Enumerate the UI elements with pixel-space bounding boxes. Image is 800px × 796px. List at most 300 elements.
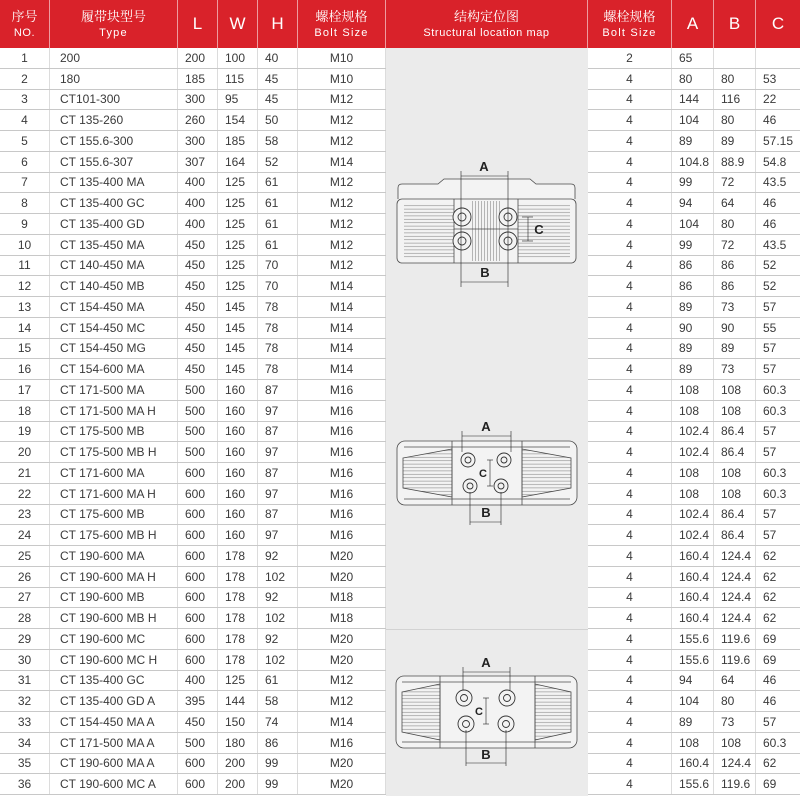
cell-bolt: M20	[298, 774, 386, 794]
cell-w: 125	[218, 214, 258, 234]
cell-h: 92	[258, 629, 298, 649]
cell-qty: 4	[588, 546, 672, 566]
cell-h: 61	[258, 173, 298, 193]
cell-w: 178	[218, 629, 258, 649]
cell-qty: 4	[588, 276, 672, 296]
cell-c: 57.15	[763, 133, 794, 148]
header-w	[218, 0, 258, 48]
cell-qty: 4	[588, 525, 672, 545]
cell-w: 178	[218, 546, 258, 566]
cell-qty: 4	[588, 152, 672, 172]
cell-h: 97	[258, 442, 298, 462]
header-bolt-size-zh: 螺栓规格	[315, 9, 368, 25]
cell-c: 46	[763, 673, 777, 688]
cell-l: 400	[178, 214, 218, 234]
cell-a: 94	[672, 671, 714, 691]
cell-no: 15	[0, 339, 50, 359]
cell-type: CT 154-600 MA	[50, 359, 178, 379]
cell-h: 99	[258, 774, 298, 794]
cell-a: 144	[672, 90, 714, 110]
cell-bolt: M18	[298, 588, 386, 608]
cell-qty: 4	[588, 422, 672, 442]
cell-b: 86	[714, 256, 756, 276]
cell-w: 200	[218, 754, 258, 774]
cell-a: 86	[672, 276, 714, 296]
cell-l: 600	[178, 588, 218, 608]
cell-a: 108	[672, 463, 714, 483]
cell-type: CT 190-600 MA H	[50, 567, 178, 587]
cell-type: CT 171-500 MA	[50, 380, 178, 400]
cell-w: 178	[218, 567, 258, 587]
cell-b: 124.4	[714, 588, 756, 608]
cell-type: CT 154-450 MA A	[50, 712, 178, 732]
cell-type: CT 190-600 MC	[50, 629, 178, 649]
cell-no: 36	[0, 774, 50, 794]
cell-c: 57	[763, 507, 777, 522]
cell-qty: 4	[588, 463, 672, 483]
header-structure-map	[386, 0, 588, 48]
cell-bolt: M16	[298, 505, 386, 525]
cell-no: 26	[0, 567, 50, 587]
cell-w: 145	[218, 318, 258, 338]
cell-bolt: M12	[298, 173, 386, 193]
cell-qty: 4	[588, 754, 672, 774]
cell-a: 89	[672, 359, 714, 379]
cell-bolt: M14	[298, 339, 386, 359]
cell-h: 52	[258, 152, 298, 172]
cell-no: 7	[0, 173, 50, 193]
cell-w: 100	[218, 48, 258, 68]
cell-h: 50	[258, 110, 298, 130]
cell-c: 62	[763, 548, 777, 563]
cell-no: 2	[0, 69, 50, 89]
cell-no: 21	[0, 463, 50, 483]
cell-c: 43.5	[763, 175, 787, 190]
cell-a: 86	[672, 256, 714, 276]
cell-type: CT 171-600 MA	[50, 463, 178, 483]
cell-l: 600	[178, 463, 218, 483]
cell-no: 34	[0, 733, 50, 753]
cell-w: 178	[218, 650, 258, 670]
cell-h: 92	[258, 546, 298, 566]
cell-c: 69	[763, 652, 777, 667]
cell-l: 200	[178, 48, 218, 68]
cell-h: 87	[258, 463, 298, 483]
cell-bolt: M16	[298, 733, 386, 753]
cell-a: 99	[672, 173, 714, 193]
cell-l: 450	[178, 276, 218, 296]
cell-c: 62	[763, 611, 777, 626]
cell-no: 1	[0, 48, 50, 68]
cell-w: 144	[218, 691, 258, 711]
cell-qty: 4	[588, 380, 672, 400]
cell-a: 108	[672, 401, 714, 421]
cell-c: 54.8	[763, 154, 787, 169]
cell-c: 46	[763, 196, 777, 211]
cell-bolt: M12	[298, 131, 386, 151]
cell-bolt: M18	[298, 608, 386, 628]
header-no-zh: 序号	[11, 9, 38, 25]
cell-w: 160	[218, 525, 258, 545]
cell-qty: 4	[588, 733, 672, 753]
bolt-hole	[497, 453, 511, 467]
cell-a: 89	[672, 712, 714, 732]
cell-b: 80	[714, 110, 756, 130]
cell-w: 150	[218, 712, 258, 732]
cell-c: 57	[763, 714, 777, 729]
cell-h: 78	[258, 359, 298, 379]
cell-bolt: M12	[298, 110, 386, 130]
cell-type: CT 190-600 MB	[50, 588, 178, 608]
map3-label-c: C	[475, 706, 483, 718]
cell-h: 61	[258, 235, 298, 255]
cell-c: 62	[763, 569, 777, 584]
cell-l: 500	[178, 422, 218, 442]
cell-l: 600	[178, 546, 218, 566]
bolt-hole	[463, 479, 477, 493]
cell-type: CT 135-400 GC	[50, 193, 178, 213]
cell-w: 115	[218, 69, 258, 89]
cell-no: 6	[0, 152, 50, 172]
cell-c: 62	[763, 756, 777, 771]
cell-l: 300	[178, 90, 218, 110]
cell-qty: 4	[588, 339, 672, 359]
cell-w: 160	[218, 380, 258, 400]
cell-w: 164	[218, 152, 258, 172]
cell-h: 61	[258, 193, 298, 213]
cell-w: 125	[218, 193, 258, 213]
cell-w: 178	[218, 608, 258, 628]
cell-b: 86.4	[714, 525, 756, 545]
cell-l: 500	[178, 733, 218, 753]
cell-h: 45	[258, 69, 298, 89]
cell-c: 57	[763, 362, 777, 377]
cell-no: 33	[0, 712, 50, 732]
header-b-label: B	[728, 14, 741, 33]
cell-h: 102	[258, 650, 298, 670]
cell-l: 450	[178, 318, 218, 338]
header-a	[672, 0, 714, 48]
cell-b: 124.4	[714, 754, 756, 774]
cell-bolt: M12	[298, 691, 386, 711]
cell-b: 119.6	[714, 629, 756, 649]
cell-b: 86.4	[714, 422, 756, 442]
cell-b: 124.4	[714, 546, 756, 566]
header-h-label: H	[271, 14, 284, 33]
cell-bolt: M14	[298, 318, 386, 338]
cell-c: 60.3	[763, 403, 787, 418]
cell-l: 400	[178, 671, 218, 691]
cell-bolt: M12	[298, 235, 386, 255]
cell-w: 185	[218, 131, 258, 151]
cell-bolt: M14	[298, 152, 386, 172]
cell-a: 89	[672, 339, 714, 359]
pad-bevel-left	[402, 684, 440, 740]
cell-qty: 4	[588, 712, 672, 732]
cell-a: 104	[672, 691, 714, 711]
cell-qty: 4	[588, 401, 672, 421]
cell-qty: 4	[588, 235, 672, 255]
cell-bolt: M10	[298, 69, 386, 89]
cell-h: 97	[258, 525, 298, 545]
cell-type: CT 155.6-300	[50, 131, 178, 151]
header-type-en: Type	[99, 26, 128, 39]
cell-b: 73	[714, 297, 756, 317]
bolt-hole	[453, 208, 471, 226]
cell-b: 108	[714, 733, 756, 753]
cell-qty: 4	[588, 214, 672, 234]
cell-type: CT101-300	[50, 90, 178, 110]
cell-no: 3	[0, 90, 50, 110]
cell-l: 450	[178, 256, 218, 276]
cell-w: 125	[218, 671, 258, 691]
cell-bolt: M16	[298, 484, 386, 504]
cell-a: 155.6	[672, 774, 714, 794]
cell-h: 87	[258, 380, 298, 400]
cell-l: 395	[178, 691, 218, 711]
cell-bolt: M14	[298, 712, 386, 732]
cell-h: 102	[258, 608, 298, 628]
cell-w: 125	[218, 235, 258, 255]
cell-type: CT 135-400 GC	[50, 671, 178, 691]
bolt-hole	[494, 479, 508, 493]
cell-no: 30	[0, 650, 50, 670]
cell-qty: 4	[588, 131, 672, 151]
cell-c: 60.3	[763, 735, 787, 750]
cell-no: 32	[0, 691, 50, 711]
cell-l: 260	[178, 110, 218, 130]
cell-c: 69	[763, 777, 777, 792]
cell-c: 60.3	[763, 382, 787, 397]
cell-type: CT 190-600 MA A	[50, 754, 178, 774]
cell-type: CT 190-600 MC H	[50, 650, 178, 670]
cell-w: 160	[218, 442, 258, 462]
cell-a: 108	[672, 380, 714, 400]
cell-type: CT 135-450 MA	[50, 235, 178, 255]
cell-b: 88.9	[714, 152, 756, 172]
cell-a: 102.4	[672, 525, 714, 545]
cell-h: 58	[258, 691, 298, 711]
header-no	[0, 0, 50, 48]
cell-l: 400	[178, 193, 218, 213]
cell-a: 155.6	[672, 629, 714, 649]
cell-no: 20	[0, 442, 50, 462]
cell-h: 97	[258, 484, 298, 504]
cell-l: 600	[178, 505, 218, 525]
cell-qty: 4	[588, 588, 672, 608]
cell-c: 57	[763, 445, 777, 460]
cell-c: 52	[763, 279, 777, 294]
cell-bolt: M12	[298, 214, 386, 234]
cell-c: 46	[763, 694, 777, 709]
cell-no: 27	[0, 588, 50, 608]
cell-l: 600	[178, 754, 218, 774]
cell-qty: 4	[588, 629, 672, 649]
cell-type: CT 135-400 GD	[50, 214, 178, 234]
map1-label-b: B	[480, 265, 490, 280]
cell-bolt: M20	[298, 546, 386, 566]
cell-type: CT 175-600 MB	[50, 505, 178, 525]
header-structure-map-zh: 结构定位图	[453, 9, 519, 25]
cell-c: 69	[763, 631, 777, 646]
cell-qty: 4	[588, 608, 672, 628]
cell-l: 307	[178, 152, 218, 172]
cell-h: 70	[258, 276, 298, 296]
cell-h: 92	[258, 588, 298, 608]
cell-a: 65	[672, 48, 714, 68]
pad-hatch-right	[518, 203, 570, 259]
cell-l: 600	[178, 525, 218, 545]
cell-b: 124.4	[714, 608, 756, 628]
cell-type: CT 135-400 GD A	[50, 691, 178, 711]
cell-bolt: M10	[298, 48, 386, 68]
cell-c: 60.3	[763, 486, 787, 501]
cell-b: 73	[714, 359, 756, 379]
cell-w: 160	[218, 484, 258, 504]
cell-h: 87	[258, 422, 298, 442]
structure-map-column	[386, 48, 588, 796]
cell-qty: 4	[588, 69, 672, 89]
cell-bolt: M20	[298, 650, 386, 670]
cell-bolt: M16	[298, 422, 386, 442]
structure-location-drawings	[386, 48, 588, 796]
cell-a: 160.4	[672, 754, 714, 774]
cell-l: 600	[178, 629, 218, 649]
cell-bolt: M16	[298, 525, 386, 545]
cell-a: 104	[672, 110, 714, 130]
cell-l: 450	[178, 235, 218, 255]
pad-side-profile	[398, 179, 575, 199]
cell-a: 102.4	[672, 422, 714, 442]
cell-qty: 4	[588, 110, 672, 130]
cell-b: 64	[714, 671, 756, 691]
cell-qty: 4	[588, 442, 672, 462]
cell-a: 89	[672, 131, 714, 151]
cell-h: 70	[258, 256, 298, 276]
cell-bolt: M14	[298, 359, 386, 379]
cell-b: 108	[714, 401, 756, 421]
cell-a: 94	[672, 193, 714, 213]
cell-a: 102.4	[672, 505, 714, 525]
cell-b: 64	[714, 193, 756, 213]
cell-qty: 4	[588, 774, 672, 794]
cell-no: 17	[0, 380, 50, 400]
cell-b: 119.6	[714, 650, 756, 670]
cell-c	[756, 48, 800, 68]
cell-c: 53	[763, 71, 777, 86]
cell-no: 16	[0, 359, 50, 379]
cell-no: 24	[0, 525, 50, 545]
header-c	[756, 0, 800, 48]
cell-a: 160.4	[672, 567, 714, 587]
cell-l: 500	[178, 442, 218, 462]
cell-bolt: M12	[298, 256, 386, 276]
cell-type: CT 190-600 MC A	[50, 774, 178, 794]
cell-qty: 4	[588, 256, 672, 276]
cell-no: 10	[0, 235, 50, 255]
cell-qty: 4	[588, 173, 672, 193]
table-header	[0, 0, 800, 48]
cell-b: 116	[714, 90, 756, 110]
cell-qty: 4	[588, 359, 672, 379]
map3-label-b: B	[481, 747, 491, 762]
cell-w: 145	[218, 359, 258, 379]
cell-a: 160.4	[672, 588, 714, 608]
cell-qty: 4	[588, 671, 672, 691]
cell-type: CT 140-450 MB	[50, 276, 178, 296]
cell-h: 78	[258, 318, 298, 338]
cell-b: 86.4	[714, 505, 756, 525]
map1-label-c: C	[534, 222, 544, 237]
cell-type: CT 155.6-307	[50, 152, 178, 172]
cell-c: 57	[763, 424, 777, 439]
cell-bolt: M12	[298, 90, 386, 110]
cell-qty: 4	[588, 90, 672, 110]
cell-no: 11	[0, 256, 50, 276]
cell-a: 108	[672, 733, 714, 753]
cell-a: 160.4	[672, 608, 714, 628]
cell-type: CT 135-260	[50, 110, 178, 130]
cell-a: 90	[672, 318, 714, 338]
cell-type: CT 171-500 MA H	[50, 401, 178, 421]
cell-w: 160	[218, 422, 258, 442]
header-l	[178, 0, 218, 48]
cell-c: 57	[763, 341, 777, 356]
cell-h: 99	[258, 754, 298, 774]
header-a-label: A	[686, 14, 699, 33]
cell-qty: 2	[588, 48, 672, 68]
cell-w: 154	[218, 110, 258, 130]
cell-l: 600	[178, 774, 218, 794]
cell-a: 160.4	[672, 546, 714, 566]
cell-b: 108	[714, 484, 756, 504]
cell-c: 55	[763, 320, 777, 335]
cell-h: 86	[258, 733, 298, 753]
cell-a: 89	[672, 297, 714, 317]
cell-l: 600	[178, 567, 218, 587]
cell-h: 74	[258, 712, 298, 732]
map2-label-b: B	[481, 505, 491, 520]
cell-l: 600	[178, 650, 218, 670]
cell-w: 160	[218, 505, 258, 525]
cell-b: 72	[714, 173, 756, 193]
map1-label-a: A	[479, 159, 489, 174]
cell-no: 13	[0, 297, 50, 317]
pad-hatch-center	[472, 201, 500, 261]
cell-bolt: M16	[298, 401, 386, 421]
cell-qty: 4	[588, 505, 672, 525]
cell-bolt: M12	[298, 671, 386, 691]
cell-b: 90	[714, 318, 756, 338]
bolt-hole	[461, 453, 475, 467]
cell-type: CT 190-600 MA	[50, 546, 178, 566]
cell-bolt: M14	[298, 276, 386, 296]
pad-hatch-left	[404, 203, 454, 259]
cell-type: CT 135-400 MA	[50, 173, 178, 193]
cell-l: 185	[178, 69, 218, 89]
cell-w: 125	[218, 276, 258, 296]
cell-h: 87	[258, 505, 298, 525]
cell-b: 73	[714, 712, 756, 732]
cell-l: 450	[178, 339, 218, 359]
header-l-label: L	[192, 14, 203, 33]
cell-c: 43.5	[763, 237, 787, 252]
cell-a: 104.8	[672, 152, 714, 172]
cell-b: 124.4	[714, 567, 756, 587]
cell-type: CT 154-450 MG	[50, 339, 178, 359]
header-type-zh: 履带块型号	[80, 9, 146, 25]
header-no-en: NO.	[13, 26, 36, 39]
